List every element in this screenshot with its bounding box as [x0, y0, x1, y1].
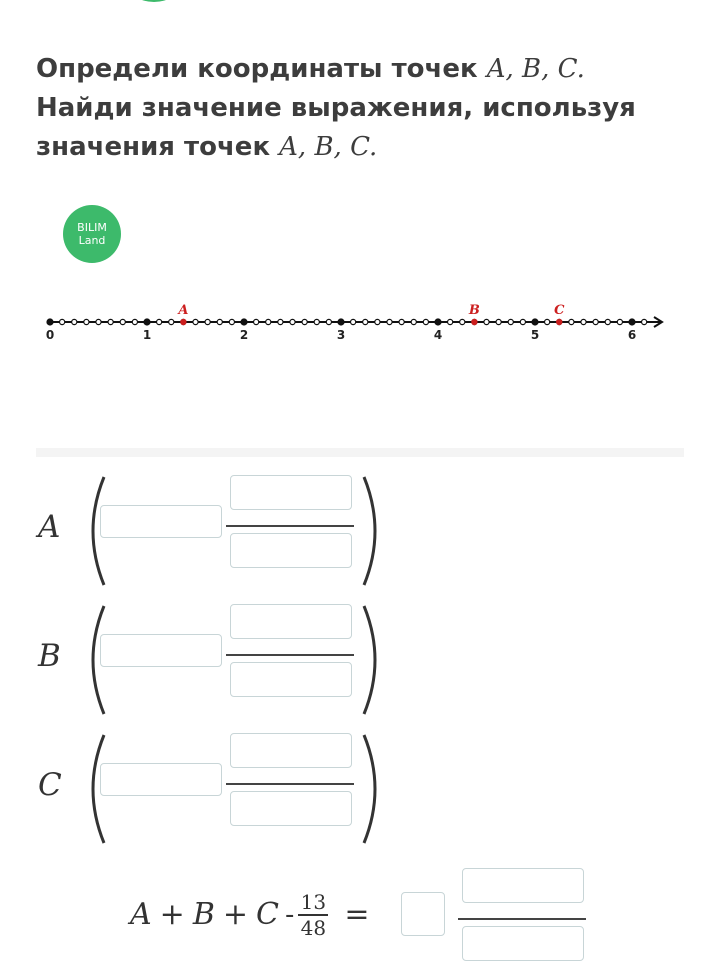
subdivision-tick — [229, 319, 234, 324]
subdivision-tick — [520, 319, 525, 324]
subdivision-tick — [193, 319, 198, 324]
point-c-label: C — [554, 303, 565, 318]
expr-plus: + — [159, 897, 185, 933]
integer-tick — [629, 319, 635, 325]
point-c-marker — [556, 319, 562, 325]
subdivision-tick — [460, 319, 465, 324]
point-c-denominator-input[interactable] — [230, 791, 352, 826]
subdivision-tick — [108, 319, 113, 324]
subdivision-tick — [302, 319, 307, 324]
subdivision-tick — [423, 319, 428, 324]
subdivision-tick — [642, 319, 647, 324]
point-c-whole-input[interactable] — [100, 763, 222, 796]
expr-numerator: 13 — [300, 890, 327, 914]
subdivision-tick — [205, 319, 210, 324]
subdivision-tick — [448, 319, 453, 324]
title-line2: Найди значение выражения, используя — [36, 93, 636, 123]
fraction-bar — [226, 654, 354, 656]
answer-row-a — [36, 475, 396, 587]
point-a-label: A — [178, 303, 189, 318]
subdivision-tick — [96, 319, 101, 324]
fraction-bar — [458, 918, 586, 920]
subdivision-tick — [617, 319, 622, 324]
point-b-marker — [471, 319, 477, 325]
fraction-bar — [226, 783, 354, 785]
right-paren — [358, 604, 388, 716]
answer-denominator-input[interactable] — [462, 926, 584, 961]
subdivision-tick — [351, 319, 356, 324]
task-title — [36, 50, 686, 167]
tick-label: 3 — [336, 328, 346, 342]
number-line — [40, 295, 680, 355]
subdivision-tick — [484, 319, 489, 324]
point-b-whole-input[interactable] — [100, 634, 222, 667]
tick-label: 1 — [142, 328, 152, 342]
subdivision-tick — [217, 319, 222, 324]
subdivision-tick — [157, 319, 162, 324]
subdivision-tick — [581, 319, 586, 324]
expr-c: C — [256, 897, 279, 933]
logo-text-1: BILIM — [77, 221, 107, 234]
tick-label: 5 — [530, 328, 540, 342]
tick-label: 4 — [433, 328, 443, 342]
point-a-label: A — [38, 509, 61, 545]
logo-text-2: Land — [78, 234, 106, 247]
integer-tick — [532, 319, 538, 325]
subdivision-tick — [496, 319, 501, 324]
subdivision-tick — [593, 319, 598, 324]
expr-minus: - — [284, 899, 295, 930]
subdivision-tick — [72, 319, 77, 324]
point-a-numerator-input[interactable] — [230, 475, 352, 510]
expr-fraction — [298, 890, 328, 940]
subdivision-tick — [254, 319, 259, 324]
subdivision-tick — [375, 319, 380, 324]
expr-a: A — [130, 897, 152, 933]
subdivision-tick — [60, 319, 65, 324]
subdivision-tick — [290, 319, 295, 324]
integer-tick — [144, 319, 150, 325]
answer-row-b — [36, 604, 396, 716]
subdivision-tick — [387, 319, 392, 324]
tick-label: 2 — [239, 328, 249, 342]
subdivision-tick — [363, 319, 368, 324]
expr-plus: + — [222, 897, 248, 933]
subdivision-tick — [169, 319, 174, 324]
subdivision-tick — [278, 319, 283, 324]
point-a-denominator-input[interactable] — [230, 533, 352, 568]
bilimland-logo — [63, 205, 121, 263]
answer-whole-input[interactable] — [401, 892, 445, 936]
expression — [130, 890, 370, 940]
point-b-numerator-input[interactable] — [230, 604, 352, 639]
point-b-label: B — [468, 303, 480, 318]
right-paren — [358, 733, 388, 845]
subdivision-tick — [508, 319, 513, 324]
right-paren — [358, 475, 388, 587]
point-a-marker — [180, 319, 186, 325]
section-divider — [36, 448, 684, 457]
title-line3: значения точек A, B, C. — [36, 132, 378, 162]
subdivision-tick — [132, 319, 137, 324]
subdivision-tick — [120, 319, 125, 324]
point-c-numerator-input[interactable] — [230, 733, 352, 768]
tick-label: 6 — [627, 328, 637, 342]
answer-row-c — [36, 733, 396, 845]
title-points-1: A, B, C. — [486, 54, 585, 84]
integer-tick — [241, 319, 247, 325]
point-b-denominator-input[interactable] — [230, 662, 352, 697]
subdivision-tick — [326, 319, 331, 324]
subdivision-tick — [399, 319, 404, 324]
integer-tick — [47, 319, 53, 325]
tick-label: 0 — [45, 328, 55, 342]
title-line1: Определи координаты точек A, B, C. — [36, 54, 585, 84]
logo-partial — [128, 0, 180, 2]
subdivision-tick — [411, 319, 416, 324]
fraction-bar — [226, 525, 354, 527]
expr-b: B — [192, 897, 215, 933]
integer-tick — [338, 319, 344, 325]
title-points-2: A, B, C. — [279, 132, 378, 162]
integer-tick — [435, 319, 441, 325]
point-a-whole-input[interactable] — [100, 505, 222, 538]
subdivision-tick — [569, 319, 574, 324]
expr-equals: = — [344, 897, 370, 933]
point-c-label: C — [38, 767, 62, 803]
subdivision-tick — [605, 319, 610, 324]
subdivision-tick — [314, 319, 319, 324]
expr-denominator: 48 — [300, 915, 327, 940]
subdivision-tick — [84, 319, 89, 324]
answer-numerator-input[interactable] — [462, 868, 584, 903]
subdivision-tick — [545, 319, 550, 324]
point-b-label: B — [38, 638, 61, 674]
subdivision-tick — [266, 319, 271, 324]
